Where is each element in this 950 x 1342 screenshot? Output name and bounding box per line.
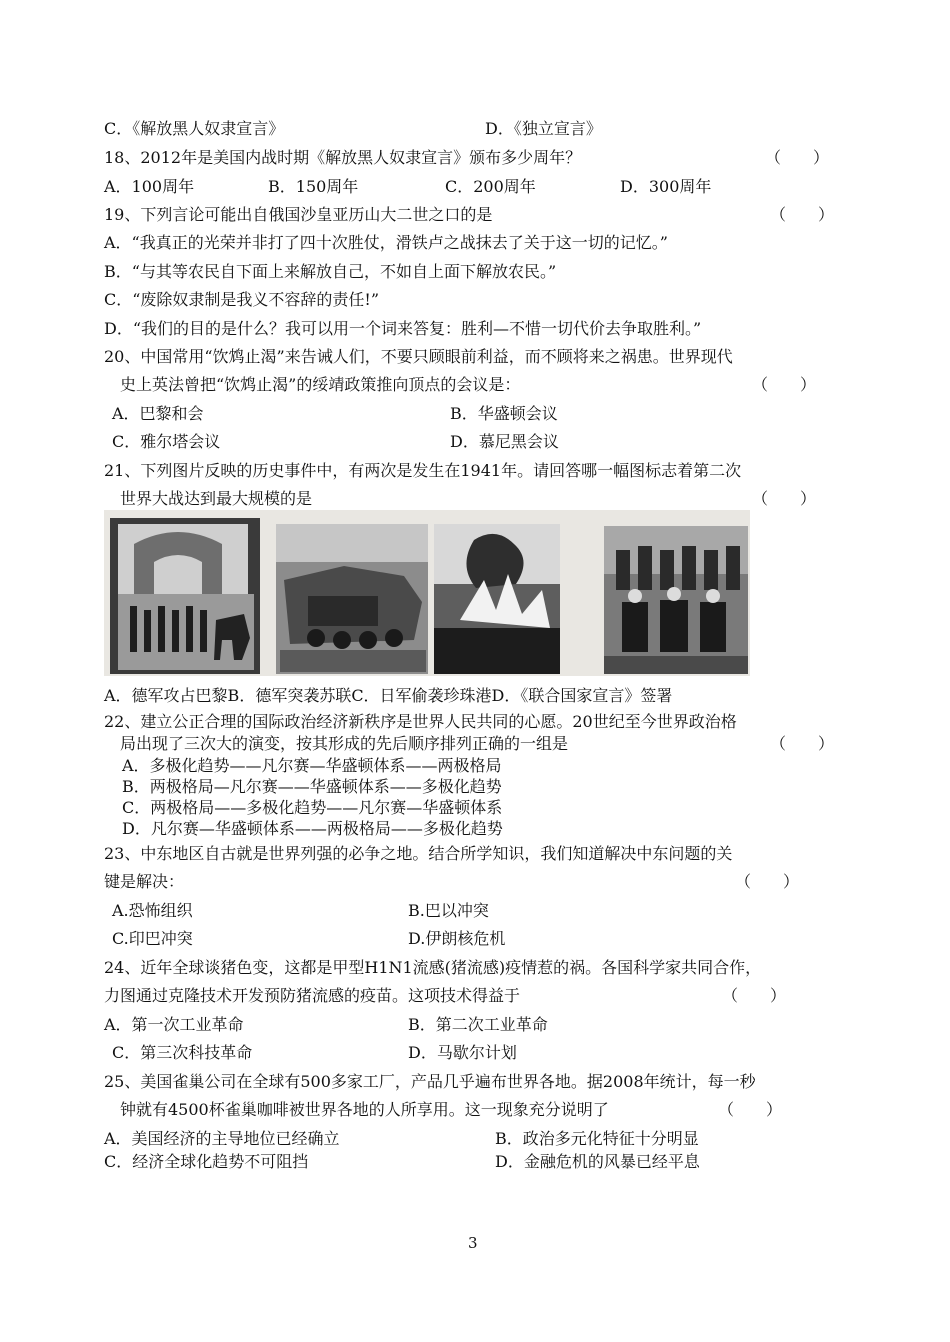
q20-option-d: D．慕尼黑会议 xyxy=(450,432,559,451)
q19-answer-paren: （ ） xyxy=(770,205,835,224)
q18-stem: 18、2012年是美国内战时期《解放黑人奴隶宣言》颁布多少周年？ xyxy=(104,148,582,167)
q20-stem-line1: 20、中国常用“饮鸩止渴”来告诫人们，不要只顾眼前利益，而不顾将来之祸患。世界现代 xyxy=(104,347,733,366)
q22-stem-line2: 局出现了三次大的演变，按其形成的先后顺序排列正确的一组是 xyxy=(120,734,569,753)
q18-option-c: C．200周年 xyxy=(445,177,536,196)
q24-option-c: C．第三次科技革命 xyxy=(112,1043,253,1062)
photo-operation-barbarossa xyxy=(276,524,428,674)
q21-stem-line2: 世界大战达到最大规模的是 xyxy=(120,489,313,508)
q18-option-a: A．100周年 xyxy=(104,177,195,196)
q21-options: A．德军攻占巴黎B．德军突袭苏联C．日军偷袭珍珠港D．《联合国家宣言》签署 xyxy=(104,686,673,705)
photo-united-nations-declaration xyxy=(604,526,748,674)
q25-option-b: B．政治多元化特征十分明显 xyxy=(495,1129,699,1148)
q17-option-c: C．《解放黑人奴隶宣言》 xyxy=(104,119,285,138)
q18-answer-paren: （ ） xyxy=(765,148,830,167)
q17-option-d: D．《独立宣言》 xyxy=(485,119,602,138)
q21-photo-strip xyxy=(104,510,750,676)
q25-option-c: C．经济全球化趋势不可阻挡 xyxy=(104,1152,309,1171)
q23-stem-line1: 23、中东地区自古就是世界列强的必争之地。结合所学知识，我们知道解决中东问题的关 xyxy=(104,844,733,863)
q20-option-c: C．雅尔塔会议 xyxy=(112,432,221,451)
q19-option-b: B．“与其等农民自下面上来解放自己，不如自上面下解放农民。” xyxy=(104,262,557,281)
q23-option-a: A.恐怖组织 xyxy=(112,901,193,920)
q23-option-b: B.巴以冲突 xyxy=(408,901,489,920)
q20-answer-paren: （ ） xyxy=(752,375,817,394)
q23-answer-paren: （ ） xyxy=(735,872,800,891)
q21-answer-paren: （ ） xyxy=(752,489,817,508)
q19-option-a: A．“我真正的光荣并非打了四十次胜仗，滑铁卢之战抹去了关于这一切的记忆。” xyxy=(104,233,668,252)
q23-option-c: C.印巴冲突 xyxy=(112,929,193,948)
q22-option-c: C．两极格局——多极化趋势——凡尔赛—华盛顿体系 xyxy=(122,798,503,817)
q24-option-b: B．第二次工业革命 xyxy=(408,1015,548,1034)
q19-option-d: D．“我们的目的是什么？我可以用一个词来答复：胜利—不惜一切代价去争取胜利。” xyxy=(104,319,702,338)
q24-stem-line1: 24、近年全球谈猪色变，这都是甲型H1N1流感(猪流感)疫情惹的祸。各国科学家共同合作， xyxy=(104,958,762,977)
q25-option-d: D．金融危机的风暴已经平息 xyxy=(495,1152,700,1171)
q19-stem: 19、下列言论可能出自俄国沙皇亚历山大二世之口的是 xyxy=(104,205,493,224)
q23-stem-line2: 键是解决： xyxy=(104,872,185,891)
photo-pearl-harbor xyxy=(434,524,560,674)
q25-stem-line1: 25、美国雀巢公司在全球有500多家工厂，产品几乎遍布世界各地。据2008年统计，每一秒 xyxy=(104,1072,756,1091)
q22-option-b: B．两极格局—凡尔赛——华盛顿体系——多极化趋势 xyxy=(122,777,502,796)
q22-stem-line1: 22、建立公正合理的国际政治经济新秩序是世界人民共同的心愿。20世纪至今世界政治格 xyxy=(104,712,737,731)
q24-stem-line2: 力图通过克隆技术开发预防猪流感的疫苗。这项技术得益于 xyxy=(104,986,521,1005)
q22-option-d: D．凡尔赛—华盛顿体系——两极格局——多极化趋势 xyxy=(122,819,503,838)
q22-answer-paren: （ ） xyxy=(770,734,835,753)
q18-option-d: D．300周年 xyxy=(620,177,712,196)
q22-option-a: A．多极化趋势——凡尔赛—华盛顿体系——两极格局 xyxy=(122,756,502,775)
q24-option-d: D．马歇尔计划 xyxy=(408,1043,517,1062)
q20-option-a: A．巴黎和会 xyxy=(112,404,204,423)
q24-option-a: A．第一次工业革命 xyxy=(104,1015,244,1034)
page-number: 3 xyxy=(468,1234,478,1252)
q19-option-c: C．“废除奴隶制是我义不容辞的责任!” xyxy=(104,290,380,309)
photo-germans-paris xyxy=(110,518,260,674)
q23-option-d: D.伊朗核危机 xyxy=(408,929,506,948)
q20-option-b: B．华盛顿会议 xyxy=(450,404,558,423)
q25-stem-line2: 钟就有4500杯雀巢咖啡被世界各地的人所享用。这一现象充分说明了 xyxy=(120,1100,609,1119)
q21-stem-line1: 21、下列图片反映的历史事件中，有两次是发生在1941年。请回答哪一幅图标志着第二次 xyxy=(104,461,742,480)
q24-answer-paren: （ ） xyxy=(722,986,787,1005)
q20-stem-line2: 史上英法曾把“饮鸩止渴”的绥靖政策推向顶点的会议是： xyxy=(120,375,521,394)
q18-option-b: B．150周年 xyxy=(268,177,359,196)
q25-answer-paren: （ ） xyxy=(718,1100,783,1119)
q25-option-a: A．美国经济的主导地位已经确立 xyxy=(104,1129,340,1148)
